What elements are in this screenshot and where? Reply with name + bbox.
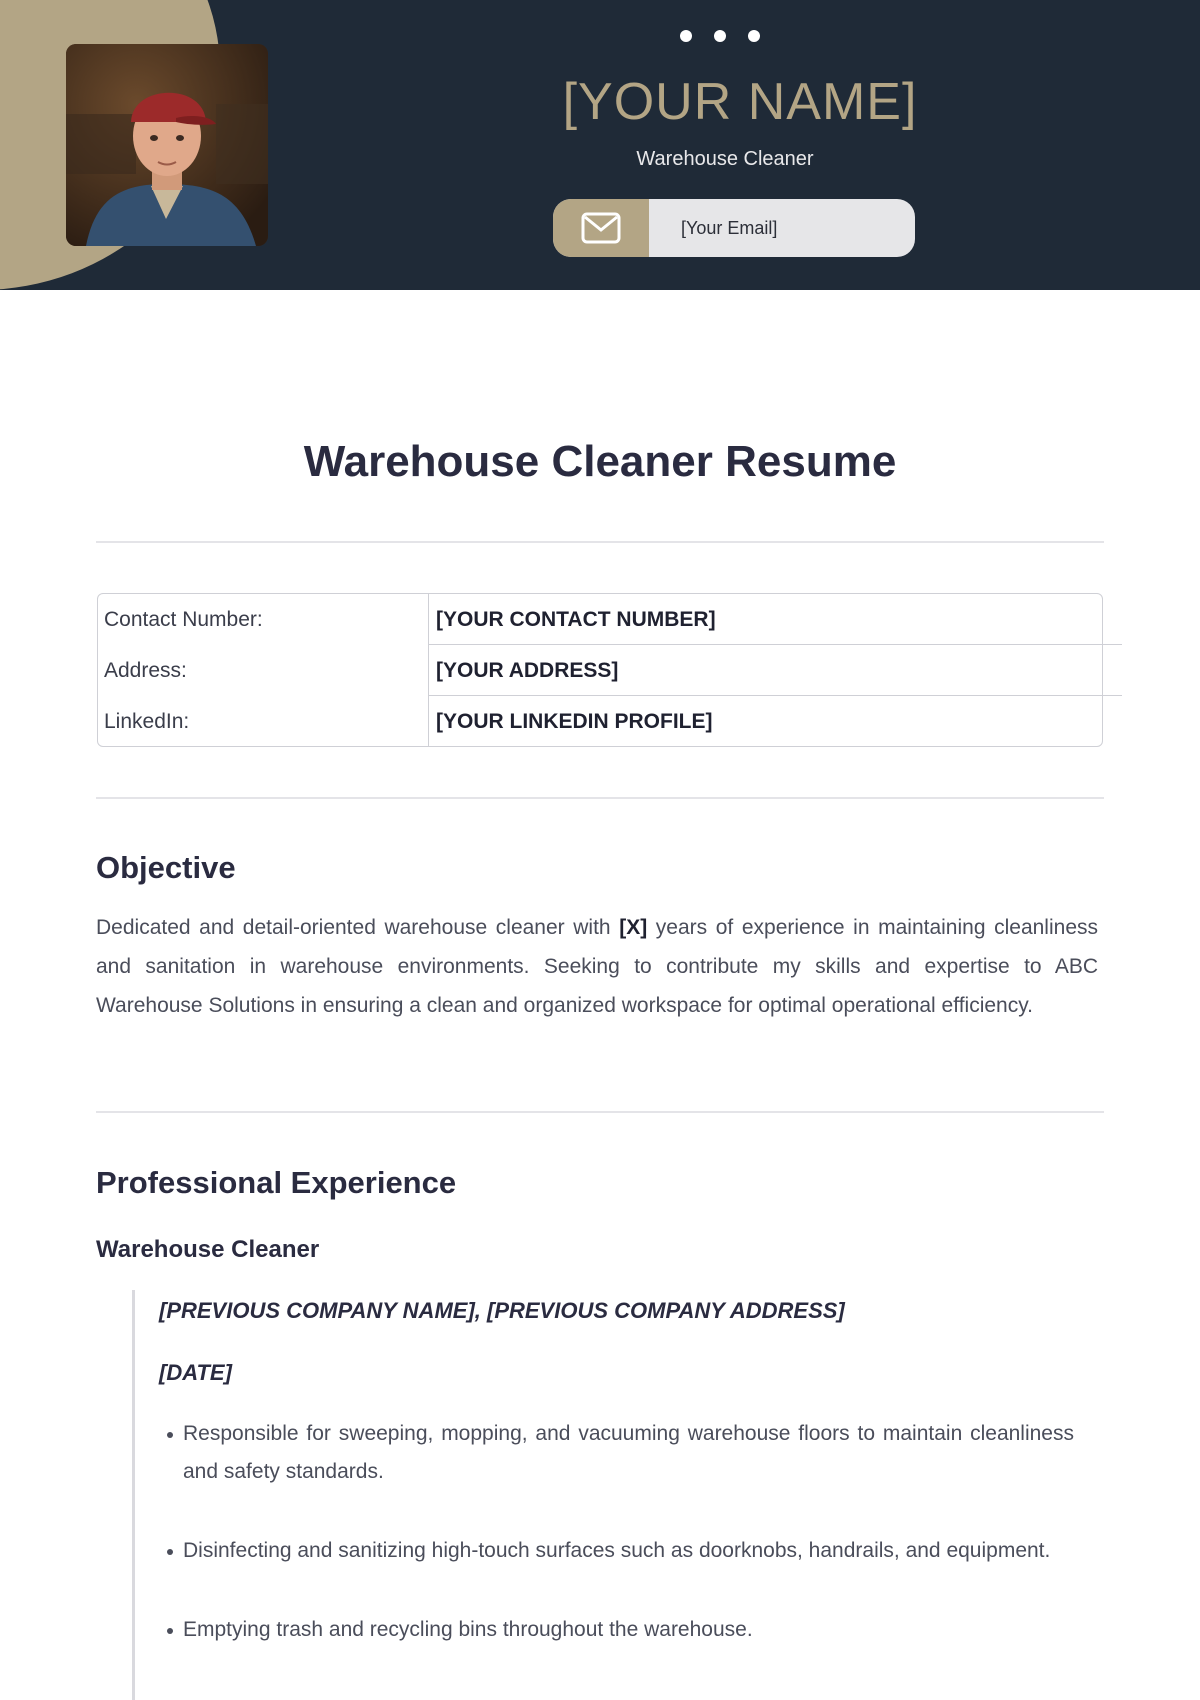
company-line: [PREVIOUS COMPANY NAME], [PREVIOUS COMPANY ADDRESS] (159, 1298, 845, 1323)
email-pill (553, 199, 915, 257)
email-text: [Your Email] (681, 217, 778, 238)
objective-heading: Objective (96, 850, 236, 885)
contact-label: Contact Number: (104, 607, 263, 631)
list-item: Responsible for sweeping, mopping, and vacuuming warehouse floors to maintain cleanliness and safety standards. (164, 1415, 1074, 1491)
document-title: Warehouse Cleaner Resume (303, 437, 897, 486)
contact-table (97, 593, 1103, 747)
contact-value: [YOUR LINKEDIN PROFILE] (436, 709, 713, 733)
contact-row (98, 594, 1102, 645)
mail-icon (553, 199, 649, 257)
contact-row (98, 696, 1102, 747)
candidate-role: Warehouse Cleaner (636, 148, 814, 170)
objective-paragraph: Dedicated and detail-oriented warehouse cleaner with [X] years of experience in maintaining cleanliness and sanitation in warehouse environments. Seeking to contribute my skills and expertise to ABC Warehouse Solutions in ensuring a clean and organized workspace for optimal operational efficiency. (96, 916, 1098, 1017)
contact-label: Address: (104, 658, 187, 682)
divider (96, 541, 1104, 543)
candidate-name: [YOUR NAME] (562, 73, 918, 131)
job-accent-bar (132, 1290, 135, 1700)
contact-label: LinkedIn: (104, 709, 190, 733)
contact-value: [YOUR CONTACT NUMBER] (436, 607, 716, 631)
duty-list (164, 1415, 1074, 1690)
divider (96, 797, 1104, 799)
contact-row (98, 645, 1102, 696)
profile-photo (66, 44, 268, 246)
list-item: Emptying trash and recycling bins throughout the warehouse. (164, 1611, 1074, 1649)
experience-heading: Professional Experience (96, 1165, 457, 1200)
divider (96, 1111, 1104, 1113)
job-title: Warehouse Cleaner (96, 1236, 320, 1263)
job-date: [DATE] (159, 1360, 232, 1385)
contact-value: [YOUR ADDRESS] (436, 658, 619, 682)
header-banner (0, 0, 1200, 290)
menu-dots-icon (680, 30, 760, 42)
list-item: Disinfecting and sanitizing high-touch surfaces such as doorknobs, handrails, and equipment. (164, 1532, 1074, 1570)
